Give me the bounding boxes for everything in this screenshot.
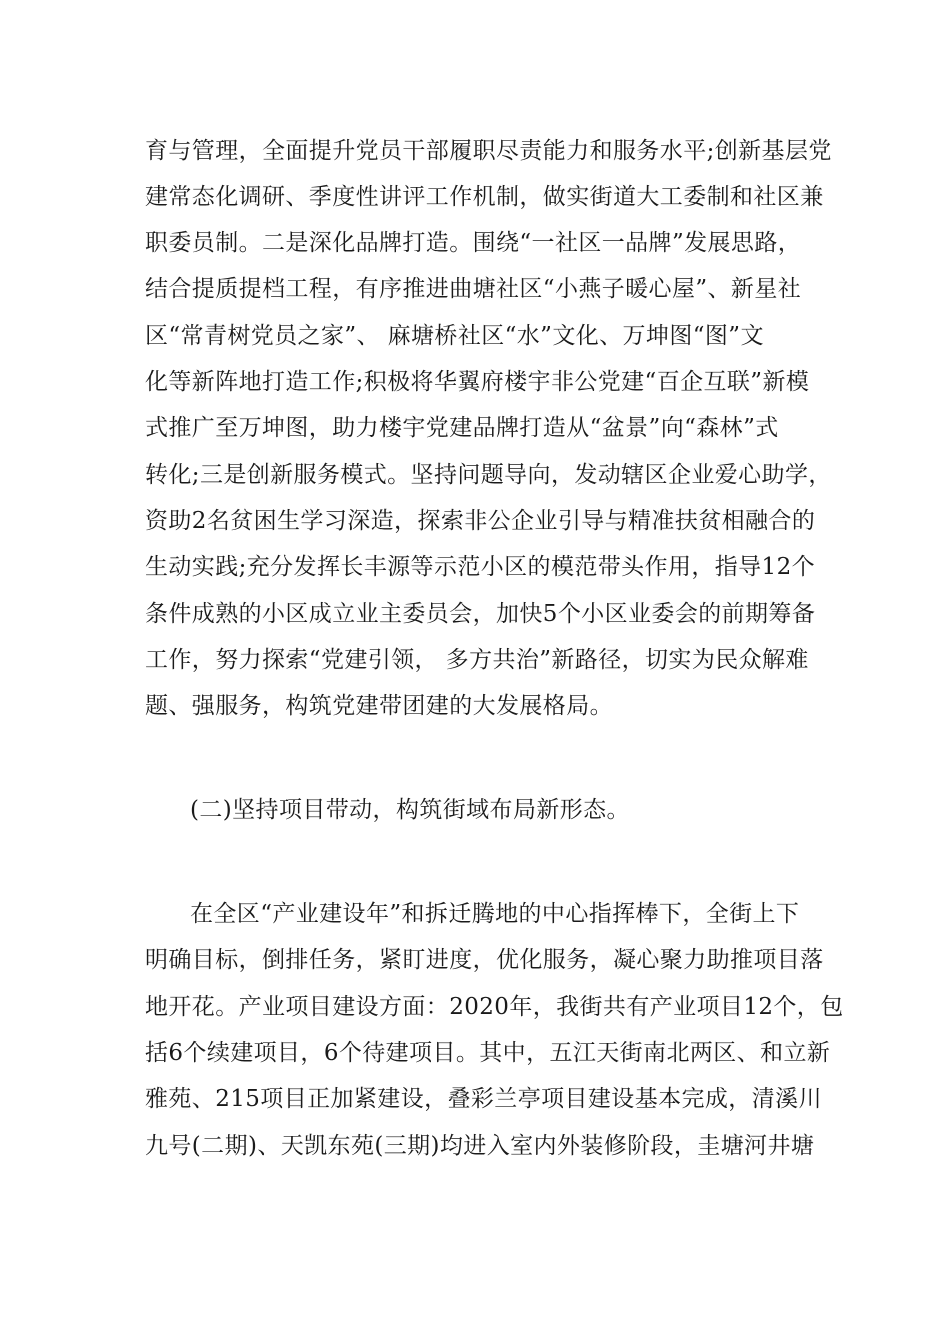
paragraph-1-line: 工作，努力探索“党建引领， 多方共治”新路径，切实为民众解难 — [145, 647, 809, 673]
paragraph-1-line: 职委员制。二是深化品牌打造。围绕“一社区一品牌”发展思路， — [145, 230, 802, 256]
paragraph-1-line: 式推广至万坤图，助力楼宇党建品牌打造从“盆景”向“森林”式 — [145, 415, 779, 441]
paragraph-1-line: 条件成熟的小区成立业主委员会，加快5个小区业委会的前期筹备 — [145, 601, 816, 627]
paragraph-1-line: 题、强服务，构筑党建带团建的大发展格局。 — [145, 693, 613, 719]
paragraph-2-line: 明确目标，倒排任务，紧盯进度，优化服务，凝心聚力助推项目落 — [145, 947, 824, 973]
paragraph-2-line: 地开花。产业项目建设方面：2020年，我街共有产业项目12个，包 — [145, 994, 844, 1020]
paragraph-1-line: 生动实践;充分发挥长丰源等示范小区的模范带头作用，指导12个 — [145, 554, 816, 580]
paragraph-1-line: 结合提质提档工程，有序推进曲塘社区“小燕子暖心屋”、新星社 — [145, 276, 802, 302]
paragraph-1-line: 转化;三是创新服务模式。坚持问题导向，发动辖区企业爱心助学， — [145, 462, 832, 488]
paragraph-2-line: 括6个续建项目，6个待建项目。其中，五江天街南北两区、和立新 — [145, 1040, 831, 1066]
paragraph-1-line: 育与管理，全面提升党员干部履职尽责能力和服务水平;创新基层党 — [145, 138, 832, 164]
paragraph-1-line: 资助2名贫困生学习深造，探索非公企业引导与精准扶贫相融合的 — [145, 508, 816, 534]
paragraph-2-line: 在全区“产业建设年”和拆迁腾地的中心指挥棒下，全街上下 — [190, 901, 800, 927]
paragraph-2-line: 雅苑、215项目正加紧建设，叠彩兰亭项目建设基本完成，清溪川 — [145, 1086, 822, 1112]
paragraph-1-line: 建常态化调研、季度性讲评工作机制，做实街道大工委制和社区兼 — [145, 184, 824, 210]
paragraph-2-line: 九号(二期)、天凯东苑(三期)均进入室内外装修阶段，圭塘河井塘 — [145, 1133, 815, 1159]
section-heading: (二)坚持项目带动，构筑街域布局新形态。 — [190, 797, 630, 823]
paragraph-1-line: 区“常青树党员之家”、 麻塘桥社区“水”文化、万坤图“图”文 — [145, 323, 764, 349]
paragraph-1-line: 化等新阵地打造工作;积极将华翼府楼宇非公党建“百企互联”新模 — [145, 369, 810, 395]
